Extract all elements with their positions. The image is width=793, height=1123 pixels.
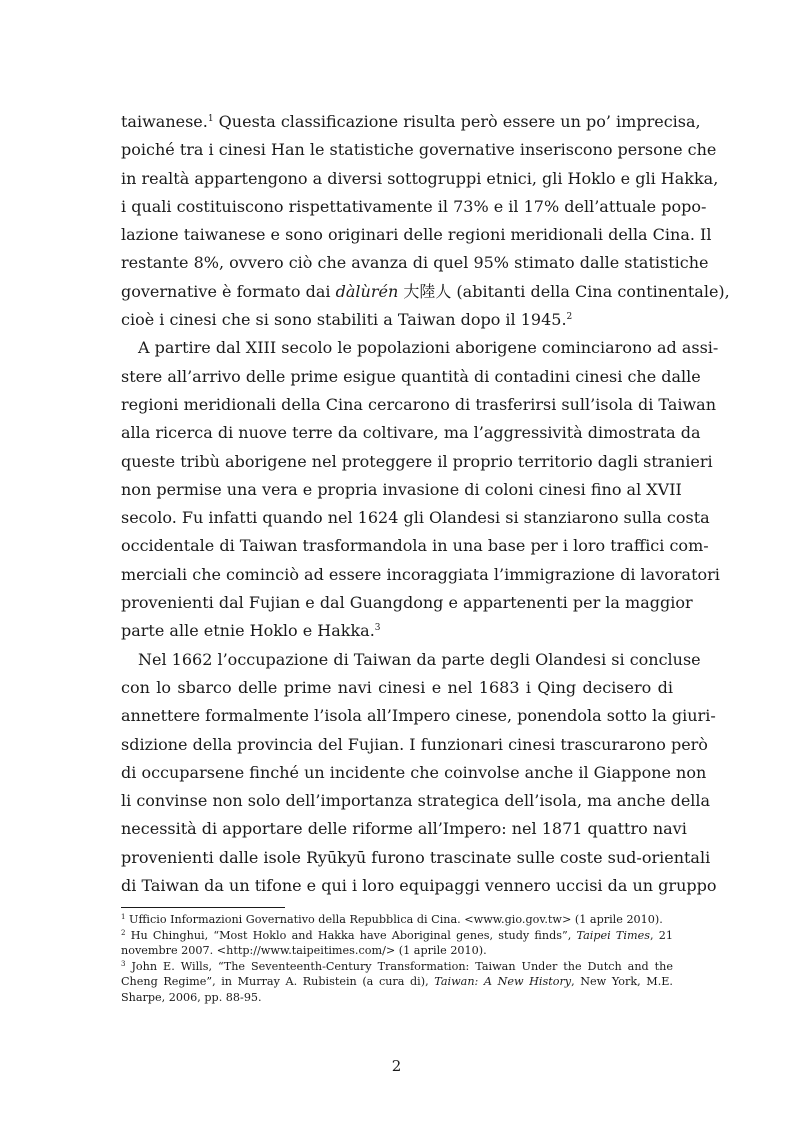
text-line xyxy=(121,912,673,928)
text-run: regioni meridionali della Cina cercarono di trasferirsi sull’isola di Taiwan xyxy=(121,394,717,414)
footnote-separator xyxy=(121,907,285,908)
text-line xyxy=(121,419,701,447)
italic-term: dàlùrén xyxy=(335,281,399,301)
text-run: provenienti dalle isole Ryūkyū furono trascinate sulle coste sud-orientali xyxy=(121,847,711,867)
text-run: novembre 2007. <http://www.taipeitimes.com/> (1 aprile 2010). xyxy=(121,944,487,958)
text-line xyxy=(121,193,707,221)
italic-term: Taiwan: A New History xyxy=(434,975,572,989)
page-number: 2 xyxy=(391,1057,402,1075)
text-line xyxy=(121,334,719,362)
paragraph xyxy=(121,108,730,334)
footnote xyxy=(121,928,673,959)
text-line xyxy=(121,787,711,815)
text-run: cioè i cinesi che si sono stabiliti a Taiwan dopo il 1945. xyxy=(121,310,567,330)
text-line xyxy=(121,815,687,843)
text-run: A partire dal XIII secolo le popolazioni aborigene cominciarono ad assi- xyxy=(138,338,719,358)
text-run: con lo sbarco delle prime navi cinesi e nel 1683 i Qing decisero di xyxy=(121,677,673,697)
footnote-marker: 2 xyxy=(121,928,126,937)
text-line xyxy=(121,617,673,645)
text-run: sdizione della provincia del Fujian. I funzionari cinesi trascurarono però xyxy=(121,734,708,754)
footnote xyxy=(121,912,673,928)
footnote-marker: 2 xyxy=(566,312,573,323)
text-line xyxy=(121,872,717,900)
text-run: lazione taiwanese e sono originari delle regioni meridionali della Cina. Il xyxy=(121,225,712,245)
text-run: li convinse non solo dell’importanza strategica dell’isola, ma anche della xyxy=(121,791,711,811)
text-run: stere all’arrivo delle prime esigue quantità di contadini cinesi che dalle xyxy=(121,366,701,386)
text-line xyxy=(121,844,711,872)
text-line xyxy=(121,532,709,560)
footnote-marker: 3 xyxy=(121,959,126,968)
text-run: Questa classificazione risulta però essere un po’ imprecisa, xyxy=(213,112,701,131)
text-run: taiwanese. xyxy=(121,112,208,131)
text-run: occidentale di Taiwan trasformandola in una base per i loro traffici com- xyxy=(121,536,709,556)
text-run: parte alle etnie Hoklo e Hakka. xyxy=(121,621,375,641)
text-line xyxy=(121,674,673,702)
text-run: Ufficio Informazioni Governativo della Repubblica di Cina. <www.gio.gov.tw> (1 aprile 2010). xyxy=(125,913,663,926)
footnotes xyxy=(121,912,673,1006)
text-line xyxy=(121,561,720,589)
text-line xyxy=(121,943,673,959)
body-text xyxy=(121,108,730,900)
text-run: John E. Wills, “The Seventeenth-Century Transformation: Taiwan Under the Dutch and the xyxy=(125,959,673,973)
text-line xyxy=(121,759,707,787)
italic-term: Taipei Times xyxy=(576,928,650,942)
text-run: alla ricerca di nuove terre da coltivare, ma l’aggressività dimostrata da xyxy=(121,423,701,443)
text-run: Nel 1662 l’occupazione di Taiwan da parte degli Olandesi si concluse xyxy=(138,649,701,669)
text-run: di Taiwan da un tifone e qui i loro equipaggi vennero uccisi da un gruppo xyxy=(121,876,717,896)
text-line xyxy=(121,928,673,944)
text-run: merciali che cominciò ad essere incoraggiata l’immigrazione di lavoratori xyxy=(121,564,720,584)
text-line xyxy=(121,249,709,277)
text-run: Cheng Regime”, in Murray A. Rubistein (a cura di), xyxy=(121,975,435,989)
text-run: , New York, M.E. xyxy=(571,975,673,989)
text-run: in realtà appartengono a diversi sottogruppi etnici, gli Hoklo e gli Hakka, xyxy=(121,168,719,188)
paragraph xyxy=(121,646,717,901)
text-line xyxy=(121,278,730,306)
text-run: non permise una vera e propria invasione di coloni cinesi fino al XVII xyxy=(121,479,682,499)
text-run: , 21 xyxy=(649,928,673,942)
text-run: annettere formalmente l’isola all’Impero cinese, ponendola sotto la giuri- xyxy=(121,706,716,726)
text-line xyxy=(121,306,673,334)
text-run: restante 8%, ovvero ciò che avanza di quel 95% stimato dalle statistiche xyxy=(121,253,709,273)
text-line xyxy=(121,136,717,164)
text-line xyxy=(121,959,673,975)
footnote-marker: 1 xyxy=(121,913,126,921)
text-run: poiché tra i cinesi Han le statistiche governative inseriscono persone che xyxy=(121,140,717,160)
footnote-marker: 3 xyxy=(374,623,381,634)
text-line xyxy=(121,731,708,759)
text-line xyxy=(121,448,713,476)
text-line xyxy=(121,363,701,391)
text-line xyxy=(121,702,716,730)
text-line xyxy=(121,990,673,1006)
text-run: provenienti dal Fujian e dal Guangdong e appartenenti per la maggior xyxy=(121,593,693,613)
text-run: i quali costituiscono rispettativamente il 73% e il 17% dell’attuale popo- xyxy=(121,196,707,216)
text-run: governative è formato dai xyxy=(121,281,336,301)
text-run: secolo. Fu infatti quando nel 1624 gli Olandesi si stanziarono sulla costa xyxy=(121,508,710,528)
text-run: di occuparsene finché un incidente che coinvolse anche il Giappone non xyxy=(121,762,707,782)
text-run: 大陸人 (abitanti della Cina continentale), xyxy=(398,281,730,301)
text-run: Hu Chinghui, “Most Hoklo and Hakka have Aboriginal genes, study finds”, xyxy=(125,928,577,942)
paragraph xyxy=(121,334,720,645)
text-run: necessità di apportare delle riforme all’Impero: nel 1871 quattro navi xyxy=(121,819,687,839)
text-run: Sharpe, 2006, pp. 88-95. xyxy=(121,990,262,1004)
footnote-marker: 1 xyxy=(207,114,214,124)
text-line xyxy=(121,589,693,617)
footnote xyxy=(121,959,673,1006)
text-line xyxy=(121,108,701,136)
text-line xyxy=(121,504,710,532)
text-line xyxy=(121,165,719,193)
text-line xyxy=(121,646,701,674)
text-line xyxy=(121,476,682,504)
text-line xyxy=(121,391,717,419)
text-line xyxy=(121,221,712,249)
text-line xyxy=(121,974,673,990)
text-run: queste tribù aborigene nel proteggere il proprio territorio dagli stranieri xyxy=(121,451,713,471)
